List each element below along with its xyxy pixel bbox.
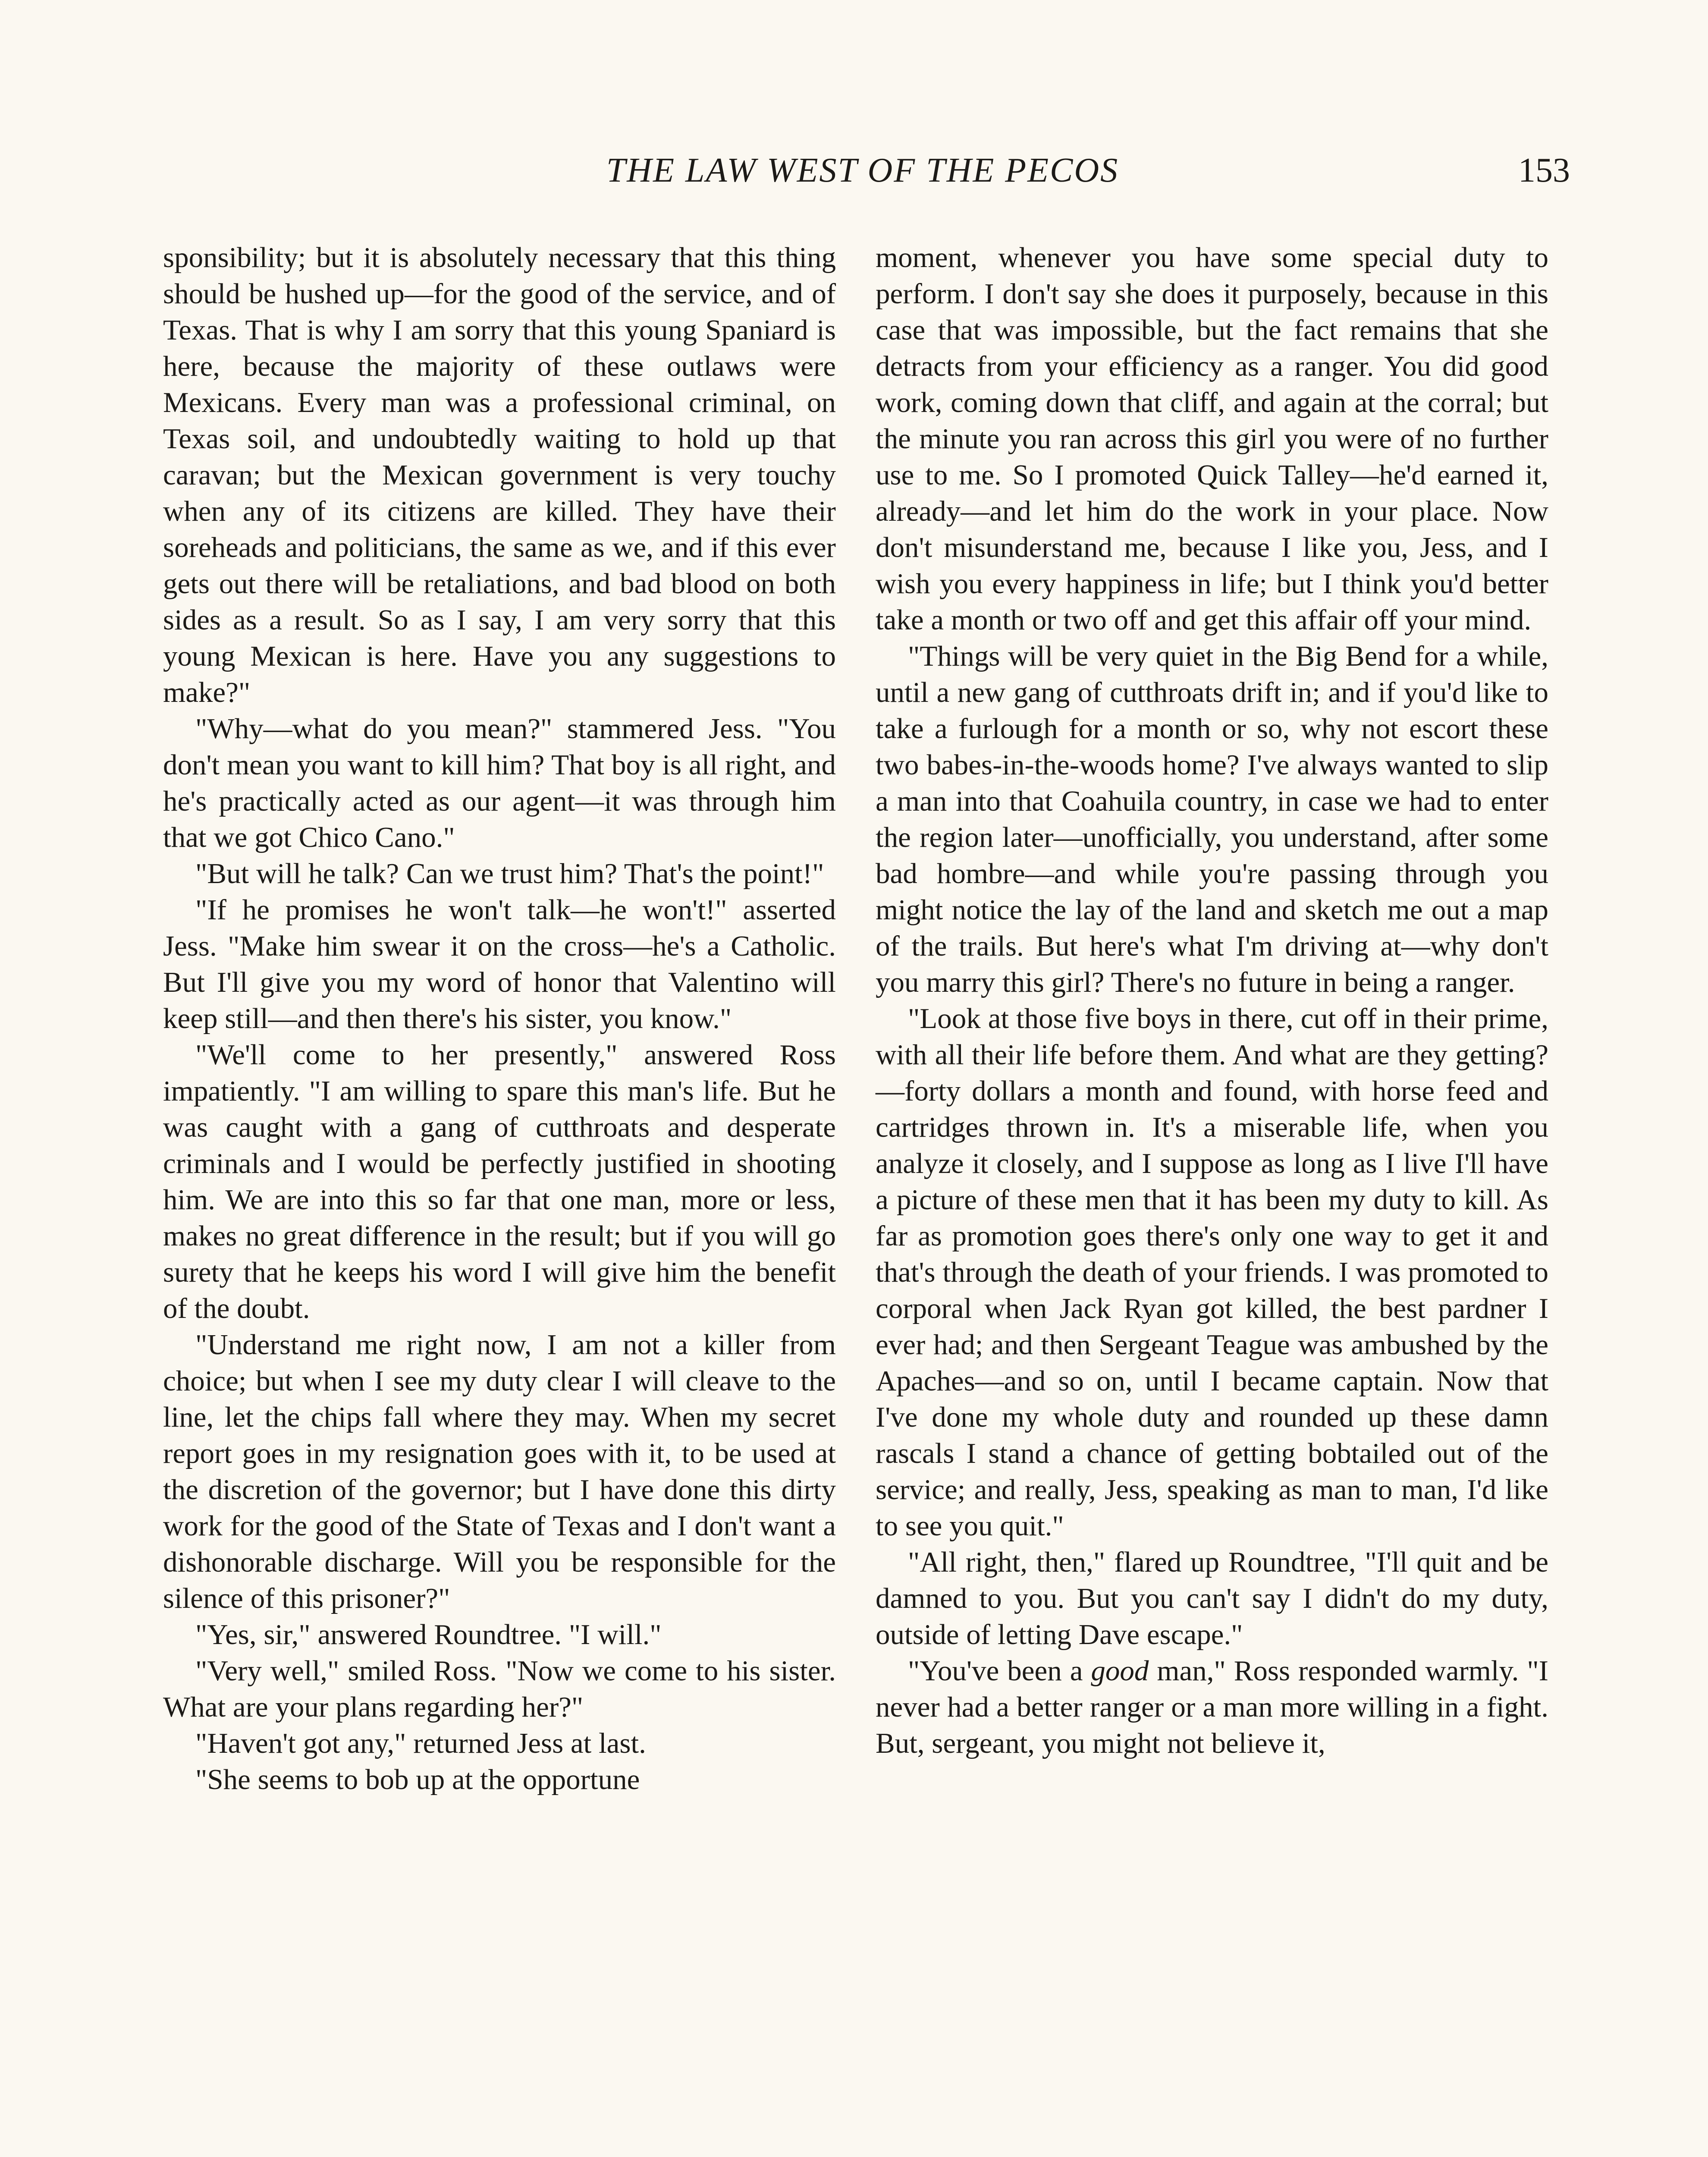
page-number: 153 xyxy=(1518,151,1570,189)
running-title: THE LAW WEST OF THE PECOS xyxy=(606,151,1119,189)
paragraph: "If he promises he won't talk—he won't!" asserted Jess. "Make him swear it on the cross—he's a Catholic. But I'll give you my word of honor that Valentino will keep still—and then there's his sister, you know." xyxy=(163,894,836,1034)
left-column xyxy=(163,239,836,1798)
emphasized-word: good xyxy=(1091,1655,1149,1687)
paragraph: "Things will be very quiet in the Big Bend for a while, until a new gang of cutthroats drift in; and if you'd like to take a furlough for a month or so, why not escort these two babes-in-the-woods home? I've always wanted to slip a man into that Coahuila country, in case we had to enter the region later—unofficially, you understand, after some bad hombre—and while you're passing through you might notice the lay of the land and sketch me out a map of the trails. But here's what I'm driving at—why don't you marry this girl? There's no future in being a ranger. xyxy=(876,640,1548,998)
paragraph-text: "You've been a xyxy=(908,1655,1091,1687)
paragraph: "Haven't got any," returned Jess at last. xyxy=(195,1727,646,1759)
paragraph: "Very well," smiled Ross. "Now we come to his sister. What are your plans regarding her?" xyxy=(163,1655,836,1723)
paragraph: sponsibility; but it is absolutely necessary that this thing should be hushed up—for the good of the service, and of Texas. That is why I am sorry that this young Spaniard is here, because the majority of these outlaws were Mexicans. Every man was a professional criminal, on Texas soil, and undoubtedly waiting to hold up that caravan; but the Mexican government is very touchy when any of its citizens are killed. They have their soreheads and politicians, the same as we, and if this ever gets out there will be retaliations, and bad blood on both sides as a result. So as I say, I am very sorry that this young Mexican is here. Have you any suggestions to make?" xyxy=(163,242,836,708)
paragraph: "We'll come to her presently," answered Ross impatiently. "I am willing to spare this man's life. But he was caught with a gang of cutthroats and desperate criminals and I would be perfectly justified in shooting him. We are into this so far that one man, more or less, makes no great difference in the result; but if you will go surety that he keeps his word I will give him the benefit of the doubt. xyxy=(163,1039,836,1324)
paragraph: "Yes, sir," answered Roundtree. "I will." xyxy=(195,1619,662,1651)
paragraph: "Why—what do you mean?" stammered Jess. "You don't mean you want to kill him? That boy is all right, and he's practically acted as our agent—it was through him that we got Chico Cano." xyxy=(163,713,836,853)
paragraph: "But will he talk? Can we trust him? That's the point!" xyxy=(195,858,824,890)
paragraph: moment, whenever you have some special duty to perform. I don't say she does it purposely, because in this case that was impossible, but the fact remains that she detracts from your efficiency as a ranger. You did good work, coming down that cliff, and again at the corral; but the minute you ran across this girl you were of no further use to me. So I promoted Quick Talley—he'd earned it, already—and let him do the work in your place. Now don't misunderstand me, because I like you, Jess, and I wish you every happiness in life; but I think you'd better take a month or two off and get this affair off your mind. xyxy=(876,242,1548,636)
paragraph-text: man," Ross responded warmly. "I never had a better ranger or a man more willing in a fight. But, sergeant, you might not believe it, xyxy=(876,1655,1548,1759)
right-column xyxy=(876,239,1548,1761)
paragraph: "Look at those five boys in there, cut off in their prime, with all their life before them. And what are they getting?—forty dollars a month and found, with horse feed and cartridges thrown in. It's a miserable life, when you analyze it closely, and I suppose as long as I live I'll have a picture of these men that it has been my duty to kill. As far as promotion goes there's only one way to get it and that's through the death of your friends. I was promoted to corporal when Jack Ryan got killed, the best pardner I ever had; and then Sergeant Teague was ambushed by the Apaches—and so on, until I became captain. Now that I've done my whole duty and rounded up these damn rascals I stand a chance of getting bobtailed out of the service; and really, Jess, speaking as man to man, I'd like to see you quit." xyxy=(876,1003,1548,1542)
paragraph: "All right, then," flared up Roundtree, "I'll quit and be damned to you. But you can't say I didn't do my duty, outside of letting Dave escape." xyxy=(876,1546,1548,1651)
paragraph: "Understand me right now, I am not a killer from choice; but when I see my duty clear I will cleave to the line, let the chips fall where they may. When my secret report goes in my resignation goes with it, to be used at the discretion of the governor; but I have done this dirty work for the good of the State of Texas and I don't want a dishonorable discharge. Will you be responsible for the silence of this prisoner?" xyxy=(163,1329,836,1614)
paragraph: "She seems to bob up at the opportune xyxy=(195,1764,640,1795)
paragraph xyxy=(876,1653,1548,1761)
